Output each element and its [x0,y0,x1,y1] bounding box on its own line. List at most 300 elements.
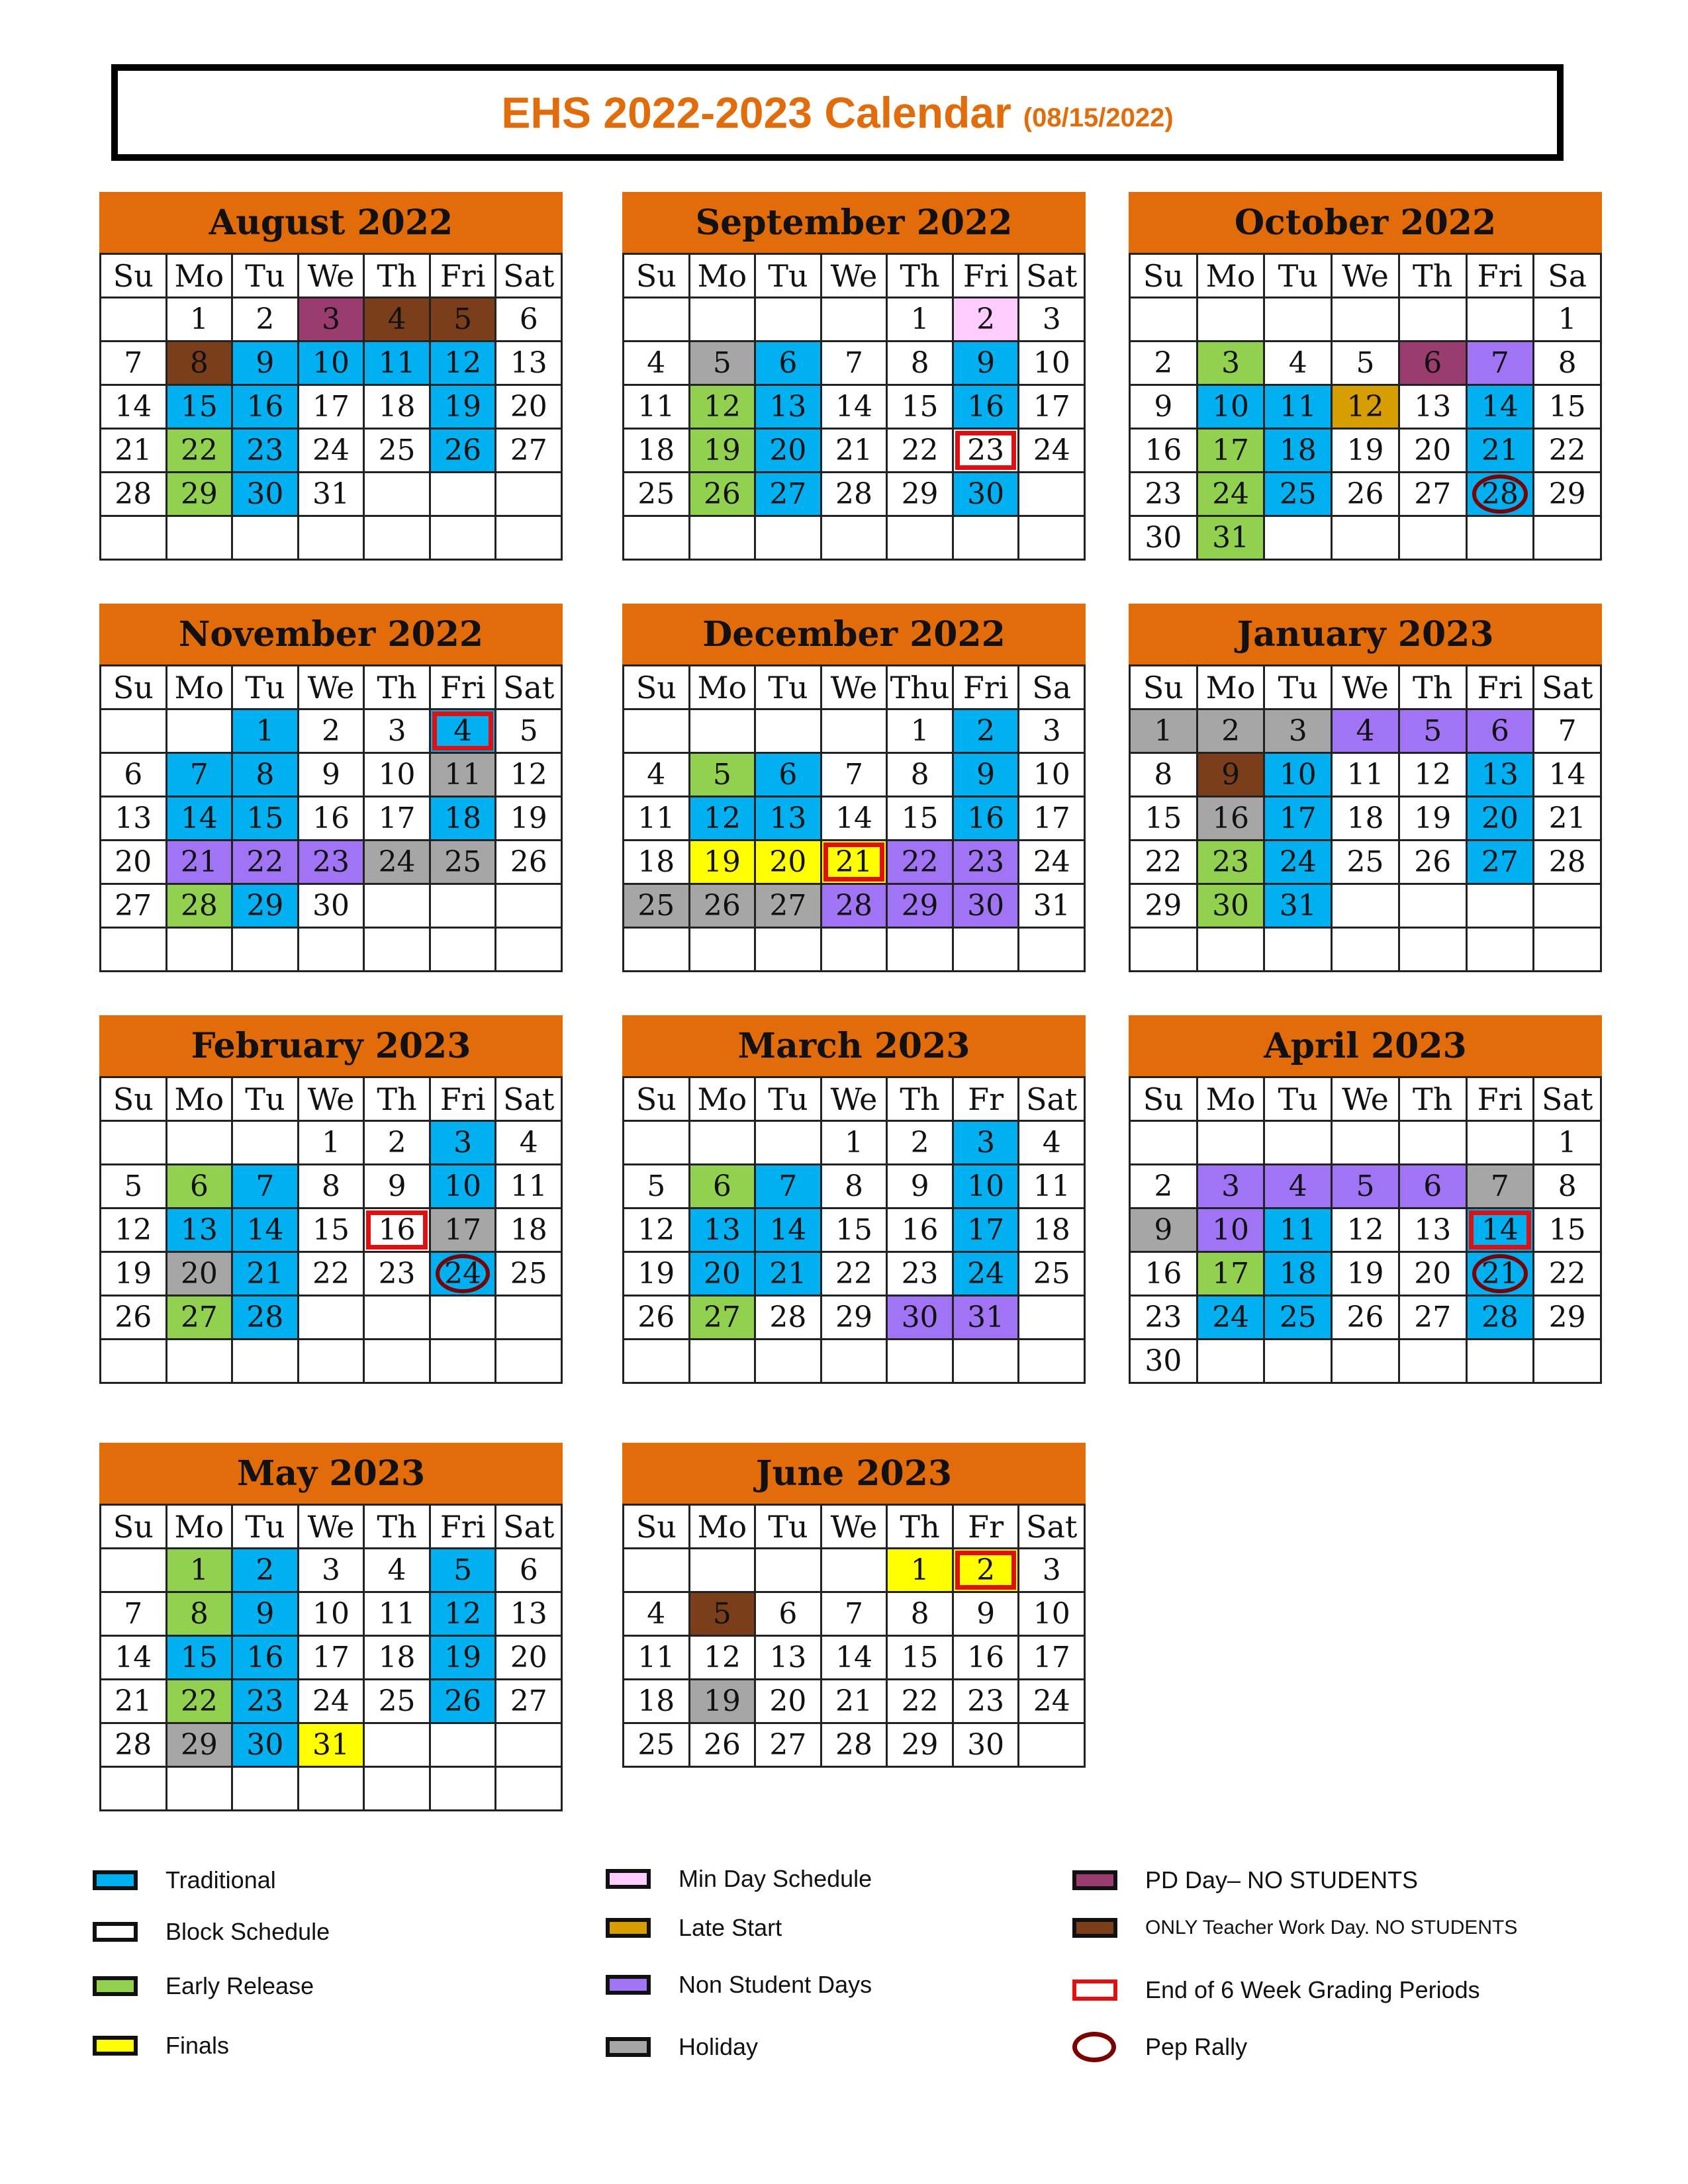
day-cell: 25 [1333,841,1400,885]
day-cell: 8 [888,754,954,797]
day-cell: 30 [954,885,1020,929]
month-august-2022 [99,192,563,561]
day-cell: 9 [954,1593,1020,1637]
day-cell: 31 [1265,885,1333,929]
day-cell: 14 [1534,754,1602,797]
day-cell: 27 [1400,1297,1468,1340]
empty-cell [1019,1724,1086,1768]
month-grid [99,1504,563,1811]
empty-cell [233,517,299,561]
day-cell: 6 [690,1165,757,1209]
empty-cell [822,298,888,342]
day-cell: 4 [1265,1165,1333,1209]
day-cell: 26 [1333,473,1400,517]
day-cell: 6 [756,754,822,797]
empty-cell [167,1340,234,1384]
day-cell: 21 [101,1680,167,1724]
day-cell: 8 [1534,1165,1602,1209]
empty-cell [888,1340,954,1384]
empty-cell [365,929,431,972]
day-cell: 26 [496,841,563,885]
day-cell: 11 [624,1637,690,1680]
weekday-header: Tu [233,1506,299,1549]
legend-label: Late Start [679,1914,782,1941]
day-cell: 17 [431,1209,497,1253]
day-cell: 17 [299,1637,365,1680]
month-header: December 2022 [622,604,1086,664]
day-cell: 2 [954,1549,1020,1593]
day-cell: 10 [1198,386,1266,430]
empty-cell [431,1297,497,1340]
day-cell: 31 [1019,885,1086,929]
day-cell: 29 [888,473,954,517]
day-cell: 27 [1468,841,1535,885]
weekday-header: Mo [690,1078,757,1122]
day-cell: 22 [167,1680,234,1724]
weekday-header: Su [624,1506,690,1549]
empty-cell [101,710,167,754]
legend-grading-period-swatch [1072,1979,1117,2001]
month-february-2023 [99,1015,563,1384]
day-cell: 30 [888,1297,954,1340]
day-cell: 27 [167,1297,234,1340]
day-cell: 3 [1198,1165,1266,1209]
day-cell: 23 [954,841,1020,885]
weekday-header: Fri [1468,666,1535,710]
empty-cell [1265,517,1333,561]
day-cell: 11 [365,1593,431,1637]
empty-cell [299,929,365,972]
empty-cell [1265,298,1333,342]
day-cell: 21 [822,1680,888,1724]
empty-cell [1265,929,1333,972]
day-cell: 3 [431,1122,497,1165]
calendar-version-date: (08/15/2022) [1023,103,1174,132]
day-cell: 12 [431,342,497,386]
day-cell: 12 [690,1637,757,1680]
day-cell: 15 [888,1637,954,1680]
day-cell: 2 [1131,342,1198,386]
weekday-header: Th [1400,666,1468,710]
day-cell: 14 [233,1209,299,1253]
day-cell: 25 [624,1724,690,1768]
day-cell: 12 [496,754,563,797]
day-cell: 9 [1198,754,1266,797]
day-cell: 7 [167,754,234,797]
empty-cell [431,929,497,972]
empty-cell [1131,1122,1198,1165]
empty-cell [101,1549,167,1593]
month-header: January 2023 [1129,604,1602,664]
empty-cell [1019,517,1086,561]
day-cell: 20 [167,1253,234,1297]
day-cell: 20 [756,1680,822,1724]
day-cell: 18 [624,430,690,473]
day-cell: 8 [822,1165,888,1209]
weekday-header: Mo [1198,255,1266,298]
empty-cell [624,1122,690,1165]
empty-cell [167,517,234,561]
day-cell: 11 [1019,1165,1086,1209]
day-cell: 16 [954,1637,1020,1680]
empty-cell [1400,885,1468,929]
day-cell: 14 [822,1637,888,1680]
empty-cell [365,517,431,561]
day-cell: 10 [1019,342,1086,386]
legend-label: ONLY Teacher Work Day. NO STUDENTS [1145,1917,1518,1938]
empty-cell [1400,517,1468,561]
month-march-2023 [622,1015,1086,1384]
day-cell: 17 [1198,430,1266,473]
empty-cell [756,517,822,561]
month-grid [1129,664,1602,972]
day-cell: 6 [1468,710,1535,754]
day-cell: 18 [365,386,431,430]
day-cell: 2 [233,1549,299,1593]
day-cell: 15 [1534,386,1602,430]
day-cell: 23 [954,430,1020,473]
day-cell: 15 [888,797,954,841]
empty-cell [431,1340,497,1384]
day-cell: 16 [1131,430,1198,473]
day-cell: 16 [888,1209,954,1253]
day-cell: 26 [690,1724,757,1768]
day-cell: 29 [888,885,954,929]
empty-cell [1400,1122,1468,1165]
month-header: November 2022 [99,604,563,664]
empty-cell [822,929,888,972]
weekday-header: Su [1131,1078,1198,1122]
weekday-header: Tu [233,1078,299,1122]
day-cell: 7 [822,754,888,797]
empty-cell [365,473,431,517]
day-cell: 13 [1400,1209,1468,1253]
day-cell: 4 [1265,342,1333,386]
month-header: June 2023 [622,1443,1086,1504]
day-cell: 28 [1468,473,1535,517]
day-cell: 24 [299,1680,365,1724]
day-cell: 3 [299,298,365,342]
weekday-header: Su [624,666,690,710]
day-cell: 27 [756,1724,822,1768]
day-cell: 3 [1198,342,1266,386]
weekday-header: Fri [1468,1078,1535,1122]
legend-label: PD Day– NO STUDENTS [1145,1866,1419,1893]
weekday-header: Mo [690,255,757,298]
day-cell: 8 [1534,342,1602,386]
day-cell: 22 [822,1253,888,1297]
day-cell: 18 [1019,1209,1086,1253]
day-cell: 6 [1400,1165,1468,1209]
day-cell: 22 [1534,430,1602,473]
day-cell: 7 [101,1593,167,1637]
day-cell: 2 [233,298,299,342]
day-cell: 10 [1019,1593,1086,1637]
weekday-header: Mo [1198,1078,1266,1122]
day-cell: 26 [431,1680,497,1724]
day-cell: 24 [299,430,365,473]
day-cell: 7 [101,342,167,386]
day-cell: 13 [756,386,822,430]
day-cell: 29 [167,473,234,517]
legend-non-student-swatch [606,1975,651,1995]
empty-cell [101,1122,167,1165]
legend-teacher-work-day-swatch [1072,1918,1117,1938]
month-grid [99,253,563,561]
empty-cell [1333,298,1400,342]
month-header: October 2022 [1129,192,1602,253]
day-cell: 3 [1019,710,1086,754]
weekday-header: Th [365,1506,431,1549]
weekday-header: Sat [496,255,563,298]
day-cell: 5 [1400,710,1468,754]
day-cell: 14 [1468,386,1535,430]
weekday-header: Th [365,1078,431,1122]
empty-cell [431,517,497,561]
day-cell: 4 [365,298,431,342]
weekday-header: Th [888,1078,954,1122]
day-cell: 8 [888,342,954,386]
day-cell: 28 [101,1724,167,1768]
day-cell: 29 [888,1724,954,1768]
day-cell: 6 [1400,342,1468,386]
month-header: May 2023 [99,1443,563,1504]
weekday-header: We [822,1506,888,1549]
day-cell: 9 [233,342,299,386]
day-cell: 13 [101,797,167,841]
empty-cell [624,298,690,342]
day-cell: 3 [954,1122,1020,1165]
day-cell: 5 [431,298,497,342]
day-cell: 30 [233,473,299,517]
day-cell: 15 [822,1209,888,1253]
weekday-header: Thu [888,666,954,710]
day-cell: 11 [431,754,497,797]
day-cell: 20 [496,1637,563,1680]
day-cell: 20 [1400,430,1468,473]
day-cell: 29 [1534,1297,1602,1340]
day-cell: 13 [756,797,822,841]
weekday-header: Mo [167,666,234,710]
day-cell: 20 [1468,797,1535,841]
month-grid [99,1076,563,1384]
month-april-2023 [1129,1015,1602,1384]
day-cell: 26 [1400,841,1468,885]
day-cell: 23 [233,430,299,473]
month-december-2022 [622,604,1086,972]
day-cell: 6 [167,1165,234,1209]
empty-cell [299,517,365,561]
legend-traditional [93,1866,276,1894]
weekday-header: Fri [1468,255,1535,298]
day-cell: 19 [431,386,497,430]
day-cell: 24 [954,1253,1020,1297]
day-cell: 5 [496,710,563,754]
day-cell: 11 [1265,386,1333,430]
day-cell: 19 [431,1637,497,1680]
day-cell: 25 [624,885,690,929]
legend-block-schedule [93,1918,330,1946]
empty-cell [1468,517,1535,561]
day-cell: 16 [299,797,365,841]
day-cell: 19 [690,430,757,473]
legend-label: Early Release [165,1972,314,1999]
day-cell: 1 [1131,710,1198,754]
day-cell: 16 [954,797,1020,841]
day-cell: 18 [624,841,690,885]
weekday-header: Tu [1265,666,1333,710]
empty-cell [954,517,1020,561]
day-cell: 13 [496,342,563,386]
legend-label: Traditional [165,1866,276,1893]
month-may-2023 [99,1443,563,1811]
month-header: September 2022 [622,192,1086,253]
day-cell: 27 [496,1680,563,1724]
day-cell: 8 [1131,754,1198,797]
day-cell: 6 [756,342,822,386]
day-cell: 26 [1333,1297,1400,1340]
legend-block-schedule-swatch [93,1922,138,1942]
empty-cell [431,473,497,517]
weekday-header: Mo [690,1506,757,1549]
weekday-header: Su [1131,666,1198,710]
weekday-header: We [822,1078,888,1122]
day-cell: 20 [496,386,563,430]
day-cell: 25 [365,1680,431,1724]
empty-cell [365,1340,431,1384]
weekday-header: Su [624,1078,690,1122]
day-cell: 18 [431,797,497,841]
empty-cell [1019,1297,1086,1340]
day-cell: 18 [624,1680,690,1724]
day-cell: 2 [954,298,1020,342]
day-cell: 22 [299,1253,365,1297]
empty-cell [233,1122,299,1165]
month-header: February 2023 [99,1015,563,1076]
empty-cell [690,1122,757,1165]
day-cell: 13 [496,1593,563,1637]
empty-cell [1534,885,1602,929]
day-cell: 18 [496,1209,563,1253]
empty-cell [690,517,757,561]
day-cell: 1 [888,1549,954,1593]
legend-pep-rally-swatch [1072,2032,1116,2062]
weekday-header: Fri [954,255,1020,298]
legend-label: End of 6 Week Grading Periods [1145,1976,1480,2003]
day-cell: 4 [1019,1122,1086,1165]
month-grid [1129,1076,1602,1384]
weekday-header: Mo [1198,666,1266,710]
day-cell: 26 [101,1297,167,1340]
empty-cell [233,929,299,972]
empty-cell [954,1340,1020,1384]
day-cell: 4 [1333,710,1400,754]
day-cell: 21 [1468,430,1535,473]
day-cell: 16 [1198,797,1266,841]
day-cell: 7 [1468,342,1535,386]
day-cell: 13 [167,1209,234,1253]
weekday-header: Th [365,666,431,710]
legend-label: Finals [165,2032,230,2059]
weekday-header: Fri [431,1078,497,1122]
day-cell: 19 [1333,430,1400,473]
day-cell: 27 [756,885,822,929]
day-cell: 12 [431,1593,497,1637]
day-cell: 15 [167,1637,234,1680]
day-cell: 7 [1468,1165,1535,1209]
empty-cell [690,710,757,754]
legend-holiday-swatch [606,2037,651,2057]
weekday-header: Fri [431,255,497,298]
day-cell: 1 [888,298,954,342]
empty-cell [1019,929,1086,972]
day-cell: 7 [822,1593,888,1637]
empty-cell [624,710,690,754]
weekday-header: Sa [1019,666,1086,710]
day-cell: 16 [233,1637,299,1680]
empty-cell [233,1340,299,1384]
day-cell: 28 [1468,1297,1535,1340]
day-cell: 11 [365,342,431,386]
weekday-header: Th [1400,1078,1468,1122]
legend-label: Holiday [679,2033,759,2060]
empty-cell [167,1122,234,1165]
weekday-header: We [299,666,365,710]
month-october-2022 [1129,192,1602,561]
day-cell: 1 [888,710,954,754]
day-cell: 22 [888,430,954,473]
month-grid [1129,253,1602,561]
day-cell: 17 [1019,386,1086,430]
day-cell: 9 [954,754,1020,797]
month-header: August 2022 [99,192,563,253]
empty-cell [233,1768,299,1811]
empty-cell [690,929,757,972]
empty-cell [1198,298,1266,342]
day-cell: 7 [822,342,888,386]
day-cell: 10 [954,1165,1020,1209]
day-cell: 1 [299,1122,365,1165]
weekday-header: Sat [1019,1506,1086,1549]
day-cell: 9 [365,1165,431,1209]
day-cell: 30 [954,473,1020,517]
day-cell: 10 [431,1165,497,1209]
weekday-header: We [1333,1078,1400,1122]
day-cell: 6 [756,1593,822,1637]
legend-pd-day [1072,1866,1418,1894]
day-cell: 26 [690,473,757,517]
day-cell: 18 [1265,430,1333,473]
day-cell: 18 [1265,1253,1333,1297]
day-cell: 26 [431,430,497,473]
day-cell: 14 [101,1637,167,1680]
empty-cell [1333,885,1400,929]
day-cell: 22 [888,1680,954,1724]
empty-cell [1468,1122,1535,1165]
weekday-header: We [299,1506,365,1549]
day-cell: 24 [1019,430,1086,473]
empty-cell [1019,473,1086,517]
day-cell: 7 [233,1165,299,1209]
day-cell: 3 [1019,1549,1086,1593]
day-cell: 14 [1468,1209,1535,1253]
empty-cell [756,298,822,342]
empty-cell [822,517,888,561]
day-cell: 17 [1019,1637,1086,1680]
empty-cell [101,298,167,342]
day-cell: 25 [496,1253,563,1297]
day-cell: 31 [1198,517,1266,561]
